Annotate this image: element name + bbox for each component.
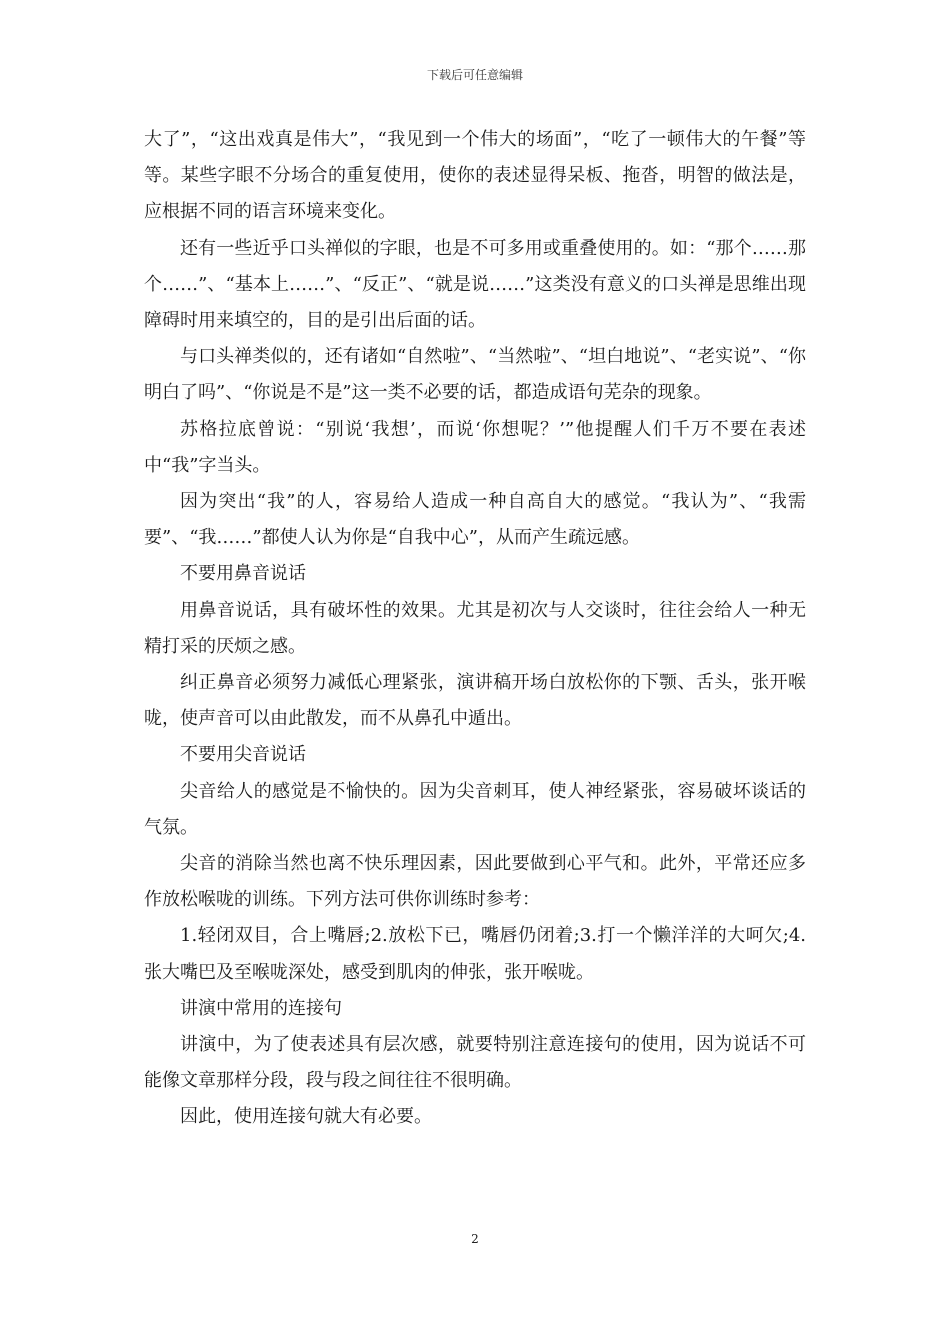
page-header: 下载后可任意编辑: [426, 68, 523, 82]
paragraph-4: 苏格拉底曾说：“别说‘我想’，而说‘你想呢？’”他提醒人们千万不要在表述中“我”字当头。: [144, 418, 806, 476]
section-heading-nasal: 不要用鼻音说话: [180, 563, 306, 585]
section-heading-connectives: 讲演中常用的连接句: [180, 997, 342, 1019]
paragraph-11: 讲演中，为了使表述具有层次感，就要特别注意连接句的使用，因为说话不可能像文章那样分段，段与段之间往往不很明确。: [144, 1034, 806, 1092]
section-heading-shrill: 不要用尖音说话: [180, 744, 306, 766]
paragraph-10: 1.轻闭双目，合上嘴唇;2.放松下已，嘴唇仍闭着;3.打一个懒洋洋的大呵欠;4.张大嘴巴及至喉咙深处，感受到肌肉的伸张，张开喉咙。: [144, 925, 806, 983]
paragraph-1: 大了”，“这出戏真是伟大”，“我见到一个伟大的场面”，“吃了一顿伟大的午餐”等等。某些字眼不分场合的重复使用，使你的表述显得呆板、拖沓，明智的做法是，应根据不同的语言环境来变化。: [144, 129, 806, 223]
paragraph-12: 因此，使用连接句就大有必要。: [180, 1106, 432, 1128]
paragraph-5: 因为突出“我”的人，容易给人造成一种自高自大的感觉。“我认为”、“我需要”、“我……”都使人认为你是“自我中心”，从而产生疏远感。: [144, 491, 806, 549]
document-body: [144, 122, 806, 1136]
paragraph-6: 用鼻音说话，具有破坏性的效果。尤其是初次与人交谈时，往往会给人一种无精打采的厌烦之感。: [144, 599, 806, 657]
paragraph-9: 尖音的消除当然也离不快乐理因素，因此要做到心平气和。此外，平常还应多作放松喉咙的训练。下列方法可供你训练时参考：: [144, 853, 806, 911]
paragraph-3: 与口头禅类似的，还有诸如“自然啦”、“当然啦”、“坦白地说”、“老实说”、“你明白了吗”、“你说是不是”这一类不必要的话，都造成语句芜杂的现象。: [144, 346, 806, 404]
paragraph-7: 纠正鼻音必须努力减低心理紧张，演讲稿开场白放松你的下颚、舌头，张开喉咙，使声音可以由此散发，而不从鼻孔中遁出。: [144, 672, 806, 730]
paragraph-8: 尖音给人的感觉是不愉快的。因为尖音刺耳，使人神经紧张，容易破坏谈话的气氛。: [144, 780, 806, 838]
page-number: 2: [471, 1232, 479, 1246]
paragraph-2: 还有一些近乎口头禅似的字眼，也是不可多用或重叠使用的。如：“那个……那个……”、“基本上……”、“反正”、“就是说……”这类没有意义的口头禅是思维出现障碍时用来填空的，目的是引出后面的话。: [144, 237, 806, 332]
